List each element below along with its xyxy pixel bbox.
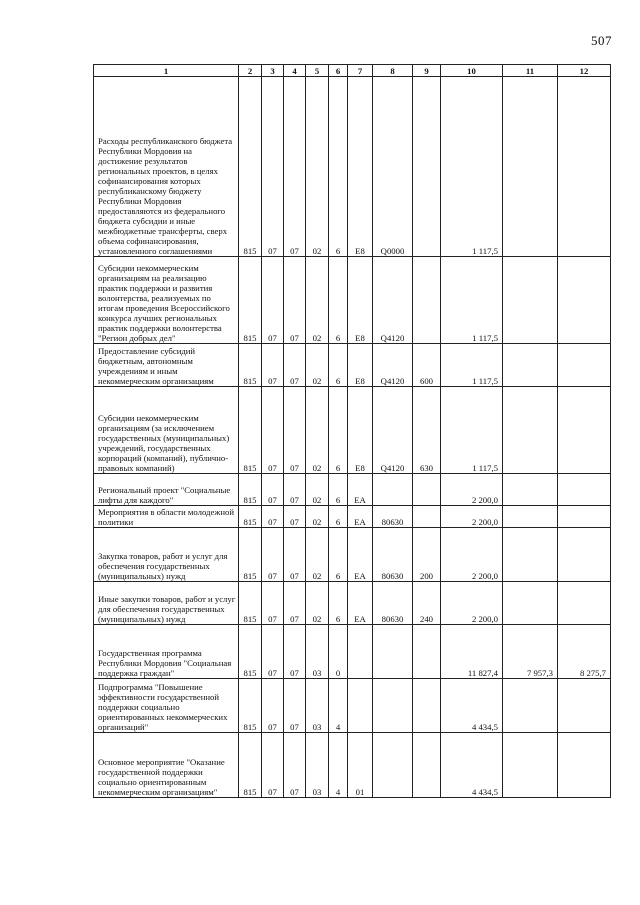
- cell-col-12: [558, 344, 611, 387]
- cell-col-8: Q0000: [373, 77, 413, 257]
- cell-col-9: 630: [413, 387, 441, 474]
- cell-col-3: 07: [262, 344, 284, 387]
- cell-col-6: 6: [329, 77, 348, 257]
- cell-col-5: 02: [306, 474, 329, 506]
- cell-col-4: 07: [284, 733, 306, 798]
- row-name-cell: Региональный проект "Социальные лифты для каждого": [94, 474, 239, 506]
- cell-col-12: [558, 582, 611, 625]
- cell-col-6: 6: [329, 474, 348, 506]
- cell-col-4: 07: [284, 77, 306, 257]
- column-header-3: 3: [262, 65, 284, 77]
- cell-col-2: 815: [239, 582, 262, 625]
- cell-col-10: 2 200,0: [441, 506, 503, 528]
- cell-col-9: [413, 679, 441, 733]
- table-row: [94, 582, 611, 625]
- cell-col-12: [558, 387, 611, 474]
- cell-col-3: 07: [262, 474, 284, 506]
- cell-col-7: E8: [348, 387, 373, 474]
- cell-col-11: [503, 733, 558, 798]
- cell-col-8: 80630: [373, 506, 413, 528]
- cell-col-12: [558, 679, 611, 733]
- cell-col-9: [413, 474, 441, 506]
- table-row: [94, 387, 611, 474]
- column-header-6: 6: [329, 65, 348, 77]
- cell-col-7: [348, 625, 373, 679]
- cell-col-9: [413, 77, 441, 257]
- page-number: 507: [591, 33, 612, 48]
- cell-col-2: 815: [239, 679, 262, 733]
- table-row: [94, 679, 611, 733]
- table-row: [94, 344, 611, 387]
- cell-col-7: E8: [348, 257, 373, 344]
- cell-col-9: 240: [413, 582, 441, 625]
- cell-col-7: EA: [348, 474, 373, 506]
- cell-col-6: 4: [329, 733, 348, 798]
- cell-col-12: [558, 506, 611, 528]
- cell-col-10: 1 117,5: [441, 387, 503, 474]
- column-header-8: 8: [373, 65, 413, 77]
- cell-col-3: 07: [262, 528, 284, 582]
- cell-col-4: 07: [284, 387, 306, 474]
- cell-col-7: 01: [348, 733, 373, 798]
- table-row: [94, 257, 611, 344]
- cell-col-11: [503, 528, 558, 582]
- cell-col-4: 07: [284, 528, 306, 582]
- cell-col-7: EA: [348, 528, 373, 582]
- cell-col-4: 07: [284, 625, 306, 679]
- cell-col-5: 02: [306, 257, 329, 344]
- cell-col-5: 02: [306, 528, 329, 582]
- column-header-10: 10: [441, 65, 503, 77]
- cell-col-5: 03: [306, 733, 329, 798]
- budget-table: [93, 64, 611, 798]
- cell-col-11: [503, 474, 558, 506]
- cell-col-2: 815: [239, 625, 262, 679]
- column-header-7: 7: [348, 65, 373, 77]
- row-name-cell: Мероприятия в области молодежной политики: [94, 506, 239, 528]
- cell-col-8: Q4120: [373, 387, 413, 474]
- cell-col-3: 07: [262, 733, 284, 798]
- row-name-cell: Субсидии некоммерческим организациям на реализацию практик поддержки и развития волонтерства, реализуемых по итогам проведения Всероссийского конкурса лучших региональных практик поддержки волонтерства "Регион добрых дел": [94, 257, 239, 344]
- cell-col-3: 07: [262, 679, 284, 733]
- cell-col-9: [413, 625, 441, 679]
- cell-col-2: 815: [239, 506, 262, 528]
- column-header-2: 2: [239, 65, 262, 77]
- cell-col-12: [558, 257, 611, 344]
- cell-col-10: 1 117,5: [441, 257, 503, 344]
- table-row: [94, 625, 611, 679]
- cell-col-10: 4 434,5: [441, 679, 503, 733]
- cell-col-5: 03: [306, 625, 329, 679]
- cell-col-12: [558, 528, 611, 582]
- cell-col-11: [503, 257, 558, 344]
- cell-col-8: Q4120: [373, 344, 413, 387]
- cell-col-6: 0: [329, 625, 348, 679]
- cell-col-10: 2 200,0: [441, 582, 503, 625]
- cell-col-11: 7 957,3: [503, 625, 558, 679]
- cell-col-2: 815: [239, 77, 262, 257]
- cell-col-6: 6: [329, 344, 348, 387]
- cell-col-11: [503, 344, 558, 387]
- cell-col-8: [373, 679, 413, 733]
- cell-col-7: [348, 679, 373, 733]
- cell-col-5: 02: [306, 582, 329, 625]
- row-name-cell: Закупка товаров, работ и услуг для обеспечения государственных (муниципальных) нужд: [94, 528, 239, 582]
- cell-col-4: 07: [284, 474, 306, 506]
- cell-col-10: 2 200,0: [441, 474, 503, 506]
- cell-col-10: 1 117,5: [441, 344, 503, 387]
- table-row: [94, 77, 611, 257]
- cell-col-2: 815: [239, 474, 262, 506]
- row-name-cell: Расходы республиканского бюджета Республики Мордовия на достижение результатов региональных проектов, в целях софинансирования которых республиканскому бюджету Республики Мордовия предоставляются из федерального бюджета субсидии и иные межбюджетные трансферты, сверх объема софинансирования, установленного соглашениями: [94, 77, 239, 257]
- cell-col-10: 11 827,4: [441, 625, 503, 679]
- cell-col-11: [503, 582, 558, 625]
- cell-col-6: 6: [329, 387, 348, 474]
- cell-col-8: 80630: [373, 582, 413, 625]
- row-name-cell: Подпрограмма "Повышение эффективности государственной поддержки социально ориентированных некоммерческих организаций": [94, 679, 239, 733]
- cell-col-11: [503, 506, 558, 528]
- cell-col-12: [558, 77, 611, 257]
- row-name-cell: Предоставление субсидий бюджетным, автономным учреждениям и иным некоммерческим организациям: [94, 344, 239, 387]
- cell-col-9: 600: [413, 344, 441, 387]
- table-header-row: [94, 65, 611, 77]
- column-header-4: 4: [284, 65, 306, 77]
- cell-col-8: [373, 474, 413, 506]
- cell-col-12: 8 275,7: [558, 625, 611, 679]
- cell-col-10: 1 117,5: [441, 77, 503, 257]
- cell-col-2: 815: [239, 387, 262, 474]
- table-row: [94, 474, 611, 506]
- cell-col-5: 02: [306, 77, 329, 257]
- table-body: [94, 77, 611, 798]
- cell-col-6: 6: [329, 582, 348, 625]
- table-row: [94, 506, 611, 528]
- cell-col-6: 6: [329, 257, 348, 344]
- cell-col-2: 815: [239, 257, 262, 344]
- table-row: [94, 528, 611, 582]
- cell-col-7: EA: [348, 506, 373, 528]
- row-name-cell: Основное мероприятие "Оказание государственной поддержки социально ориентированным некоммерческим организациям": [94, 733, 239, 798]
- row-name-cell: Субсидии некоммерческим организациям (за исключением государственных (муниципальных) учреждений, государственных корпораций (компаний), публично-правовых компаний): [94, 387, 239, 474]
- cell-col-9: 200: [413, 528, 441, 582]
- row-name-cell: Иные закупки товаров, работ и услуг для обеспечения государственных (муниципальных) нужд: [94, 582, 239, 625]
- cell-col-11: [503, 387, 558, 474]
- cell-col-2: 815: [239, 528, 262, 582]
- cell-col-3: 07: [262, 582, 284, 625]
- cell-col-8: [373, 625, 413, 679]
- cell-col-7: E8: [348, 344, 373, 387]
- column-header-9: 9: [413, 65, 441, 77]
- cell-col-4: 07: [284, 679, 306, 733]
- cell-col-12: [558, 474, 611, 506]
- cell-col-6: 6: [329, 528, 348, 582]
- cell-col-4: 07: [284, 257, 306, 344]
- cell-col-8: 80630: [373, 528, 413, 582]
- cell-col-7: E8: [348, 77, 373, 257]
- cell-col-10: 2 200,0: [441, 528, 503, 582]
- cell-col-3: 07: [262, 625, 284, 679]
- cell-col-3: 07: [262, 387, 284, 474]
- cell-col-10: 4 434,5: [441, 733, 503, 798]
- cell-col-7: EA: [348, 582, 373, 625]
- cell-col-3: 07: [262, 77, 284, 257]
- column-header-1: 1: [94, 65, 239, 77]
- column-header-12: 12: [558, 65, 611, 77]
- cell-col-5: 02: [306, 506, 329, 528]
- cell-col-6: 6: [329, 506, 348, 528]
- cell-col-4: 07: [284, 344, 306, 387]
- cell-col-6: 4: [329, 679, 348, 733]
- cell-col-5: 03: [306, 679, 329, 733]
- column-header-5: 5: [306, 65, 329, 77]
- cell-col-9: [413, 506, 441, 528]
- cell-col-5: 02: [306, 387, 329, 474]
- cell-col-12: [558, 733, 611, 798]
- cell-col-2: 815: [239, 344, 262, 387]
- cell-col-3: 07: [262, 506, 284, 528]
- cell-col-8: Q4120: [373, 257, 413, 344]
- cell-col-11: [503, 77, 558, 257]
- cell-col-9: [413, 733, 441, 798]
- cell-col-2: 815: [239, 733, 262, 798]
- cell-col-4: 07: [284, 582, 306, 625]
- row-name-cell: Государственная программа Республики Мордовия "Социальная поддержка граждан": [94, 625, 239, 679]
- column-header-11: 11: [503, 65, 558, 77]
- table-row: [94, 733, 611, 798]
- cell-col-5: 02: [306, 344, 329, 387]
- cell-col-11: [503, 679, 558, 733]
- cell-col-9: [413, 257, 441, 344]
- cell-col-4: 07: [284, 506, 306, 528]
- cell-col-3: 07: [262, 257, 284, 344]
- cell-col-8: [373, 733, 413, 798]
